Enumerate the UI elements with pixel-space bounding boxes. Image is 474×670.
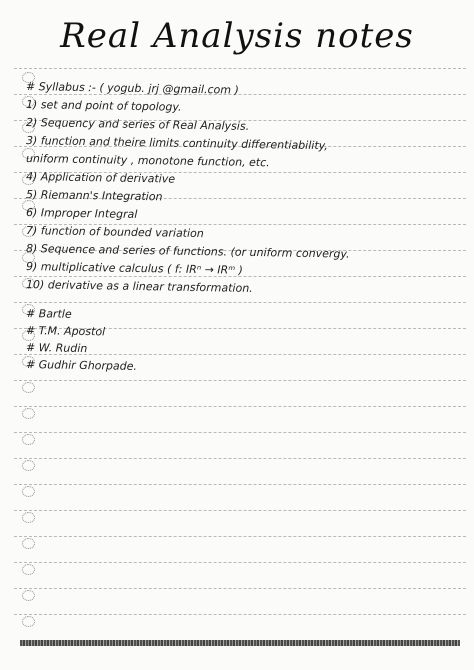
book-item: # T.M. Apostol [25, 324, 106, 339]
ruled-line [14, 588, 466, 589]
syllabus-heading: # Syllabus :- ( yogub. jrj @gmail.com ) [25, 80, 239, 97]
topic-item: 6) Improper Integral [25, 206, 138, 221]
ruled-line [14, 380, 466, 381]
ruled-line [14, 484, 466, 485]
binder-hole [22, 460, 35, 471]
ruled-line [14, 614, 466, 615]
ruled-line [14, 562, 466, 563]
topic-item: 8) Sequence and series of functions. (or uniform convergy. [25, 242, 350, 261]
topic-item: 9) multiplicative calculus ( f: IRⁿ → IRᵐ ) [25, 260, 244, 277]
binder-hole [22, 486, 35, 497]
ruled-line [14, 432, 466, 433]
topic-item: 3) function and theire limits continuity differentiability, [25, 134, 328, 153]
ruled-line [14, 536, 466, 537]
topic-item: uniform continuity , monotone function, etc. [25, 152, 270, 170]
topic-item: 7) function of bounded variation [25, 224, 204, 241]
page-edge-strip [20, 640, 460, 646]
topic-item: 2) Sequency and series of Real Analysis. [25, 116, 250, 133]
binder-hole [22, 564, 35, 575]
binder-hole [22, 590, 35, 601]
binder-hole [22, 382, 35, 393]
ruled-line [14, 302, 466, 303]
topic-item: 5) Riemann's Integration [25, 188, 163, 204]
topic-item: 1) set and point of topology. [25, 98, 182, 114]
binder-hole [22, 434, 35, 445]
topic-item: 10) derivative as a linear transformation. [25, 278, 253, 295]
page-title: Real Analysis notes [60, 16, 414, 56]
ruled-line [14, 458, 466, 459]
binder-hole [22, 512, 35, 523]
topic-item: 4) Application of derivative [25, 170, 176, 186]
ruled-line [14, 94, 466, 95]
book-item: # Bartle [25, 307, 72, 321]
binder-hole [22, 616, 35, 627]
ruled-line [14, 406, 466, 407]
binder-hole [22, 408, 35, 419]
ruled-line [14, 68, 466, 69]
binder-hole [22, 538, 35, 549]
book-item: # Gudhir Ghorpade. [25, 358, 138, 373]
book-item: # W. Rudin [25, 341, 88, 356]
ruled-line [14, 510, 466, 511]
